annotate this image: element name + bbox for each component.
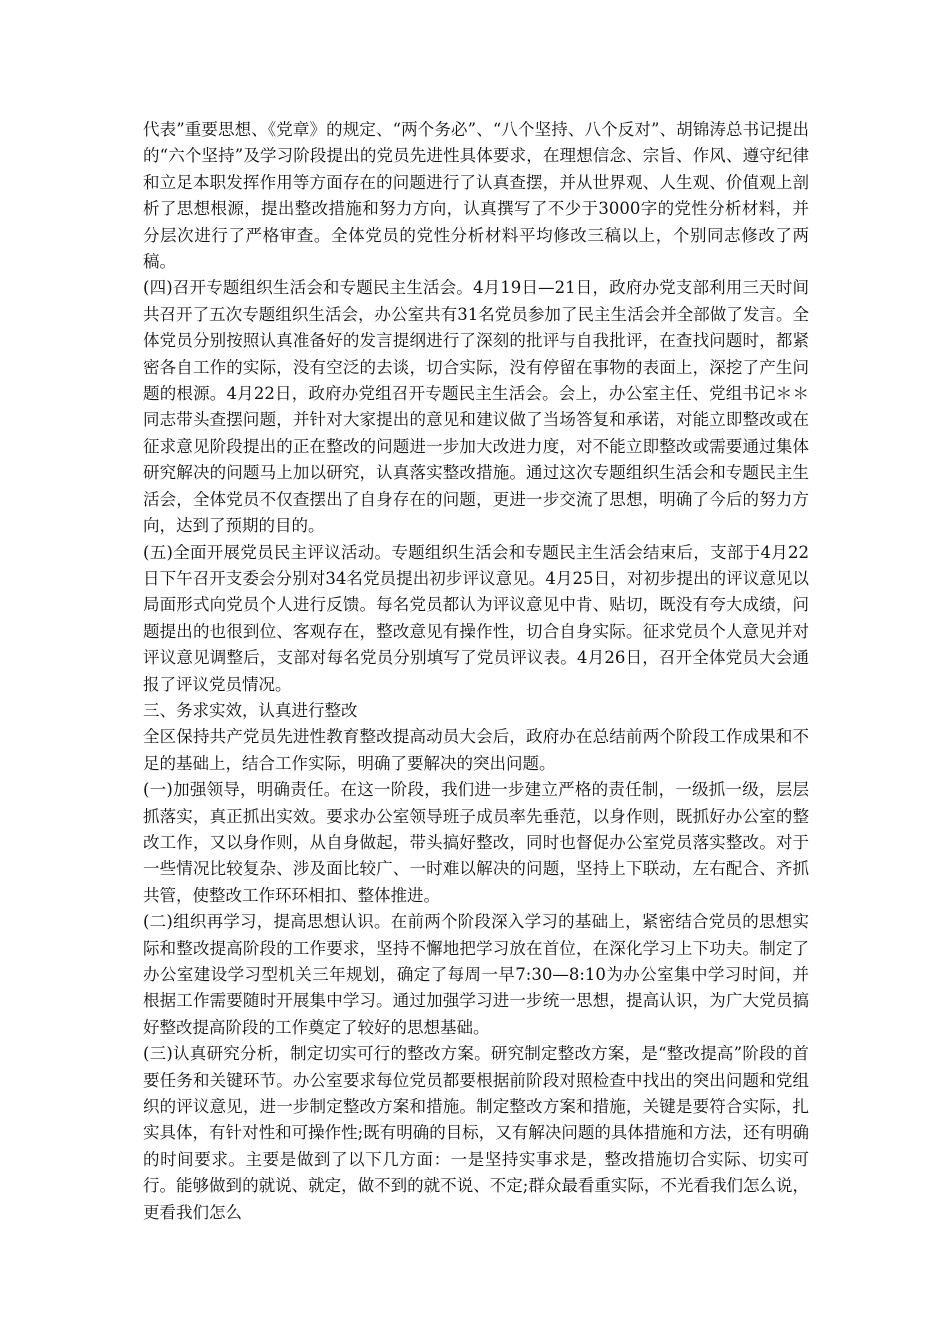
paragraph-item-3-rectification-plan: (三)认真研究分析，制定切实可行的整改方案。研究制定整改方案，是“整改提高”阶段的首要任务和关键环节。办公室要求每位党员都要根据前阶段对照检查中找出的突出问题和党组织的评议意见，进一步制定整改方案和措施。制定整改方案和措施，关键是要符合实际，扎实具体，有针对性和可操作性;既有明确的目标，又有解决问题的具体措施和方法，还有明确的时间要求。主要是做到了以下几方面：一是坚持实事求是，整改措施切合实际、切实可行。能够做到的就说、就定，做不到的就不说、不定;群众最看重实际，不光看我们怎么说，更看我们怎么 — [143, 1044, 809, 1222]
paragraph-item-1-leadership: (一)加强领导，明确责任。在这一阶段，我们进一步建立严格的责任制，一级抓一级，层层抓落实，真正抓出实效。要求办公室领导班子成员率先垂范，以身作则，既抓好办公室的整改工作，又以身作则，从自身做起，带头搞好整改，同时也督促办公室党员落实整改。对于一些情况比较复杂、涉及面比较广、一时难以解决的问题，坚持上下联动，左右配合、齐抓共管，使整改工作环环相扣、整体推进。 — [143, 780, 809, 905]
paragraph-rectification-intro: 全区保持共产党员先进性教育整改提高动员大会后，政府办在总结前两个阶段工作成果和不足的基础上，结合工作实际，明确了要解决的突出问题。 — [143, 727, 809, 773]
paragraph-item-2-study: (二)组织再学习，提高思想认识。在前两个阶段深入学习的基础上，紧密结合党员的思想实际和整改提高阶段的工作要求，坚持不懈地把学习放在首位，在深化学习上下功夫。制定了办公室建设学习型机关三年规划，确定了每周一早7:30—8:10为办公室集中学习时间，并根据工作需要随时开展集中学习。通过加强学习进一步统一思想，提高认识，为广大党员搞好整改提高阶段的工作奠定了较好的思想基础。 — [143, 912, 809, 1037]
paragraph-section-5-democratic-review: (五)全面开展党员民主评议活动。专题组织生活会和专题民主生活会结束后，支部于4月22日下午召开支委会分别对34名党员提出初步评议意见。4月25日，对初步提出的评议意见以局面形式向党员个人进行反馈。每名党员都认为评议意见中肯、贴切，既没有夸大成绩，问题提出的也很到位、客观存在，整改意见有操作性，切合自身实际。征求党员个人意见并对评议意见调整后，支部对每名党员分别填写了党员评议表。4月26日，召开全体党员大会通报了评议党员情况。 — [143, 542, 809, 694]
paragraph-party-analysis-materials: 代表”重要思想、《党章》的规定、“两个务必”、“八个坚持、八个反对”、胡锦涛总书记提出的“六个坚持”及学习阶段提出的党员先进性具体要求，在理想信念、宗旨、作风、遵守纪律和立足本职发挥作用等方面存在的问题进行了认真查摆，并从世界观、人生观、价值观上剖析了思想根源，提出整改措施和努力方向，认真撰写了不少于3000字的党性分析材料，并分层次进行了严格审查。全体党员的党性分析材料平均修改三稿以上，个别同志修改了两稿。 — [143, 120, 809, 272]
document-body — [143, 117, 809, 1226]
paragraph-section-4-life-meetings: (四)召开专题组织生活会和专题民主生活会。4月19日—21日，政府办党支部利用三天时间共召开了五次专题组织生活会，办公室共有31名党员参加了民主生活会并全部做了发言。全体党员分别按照认真准备好的发言提纲进行了深刻的批评与自我批评，在查找问题时，都紧密各自工作的实际，没有空泛的去谈，切合实际，没有停留在事物的表面上，深挖了产生问题的根源。4月22日，政府办党组召开专题民主生活会。会上，办公室主任、党组书记＊＊同志带头查摆问题，并针对大家提出的意见和建议做了当场答复和承诺，对能立即整改或在征求意见阶段提出的正在整改的问题进一步加大改进力度，对不能立即整改或需要通过集体研究解决的问题马上加以研究，认真落实整改措施。通过这次专题组织生活会和专题民主生活会，全体党员不仅查摆出了自身存在的问题，更进一步交流了思想，明确了今后的努力方向，达到了预期的目的。 — [143, 278, 809, 536]
section-heading-3-rectification: 三、务求实效，认真进行整改 — [143, 700, 358, 720]
